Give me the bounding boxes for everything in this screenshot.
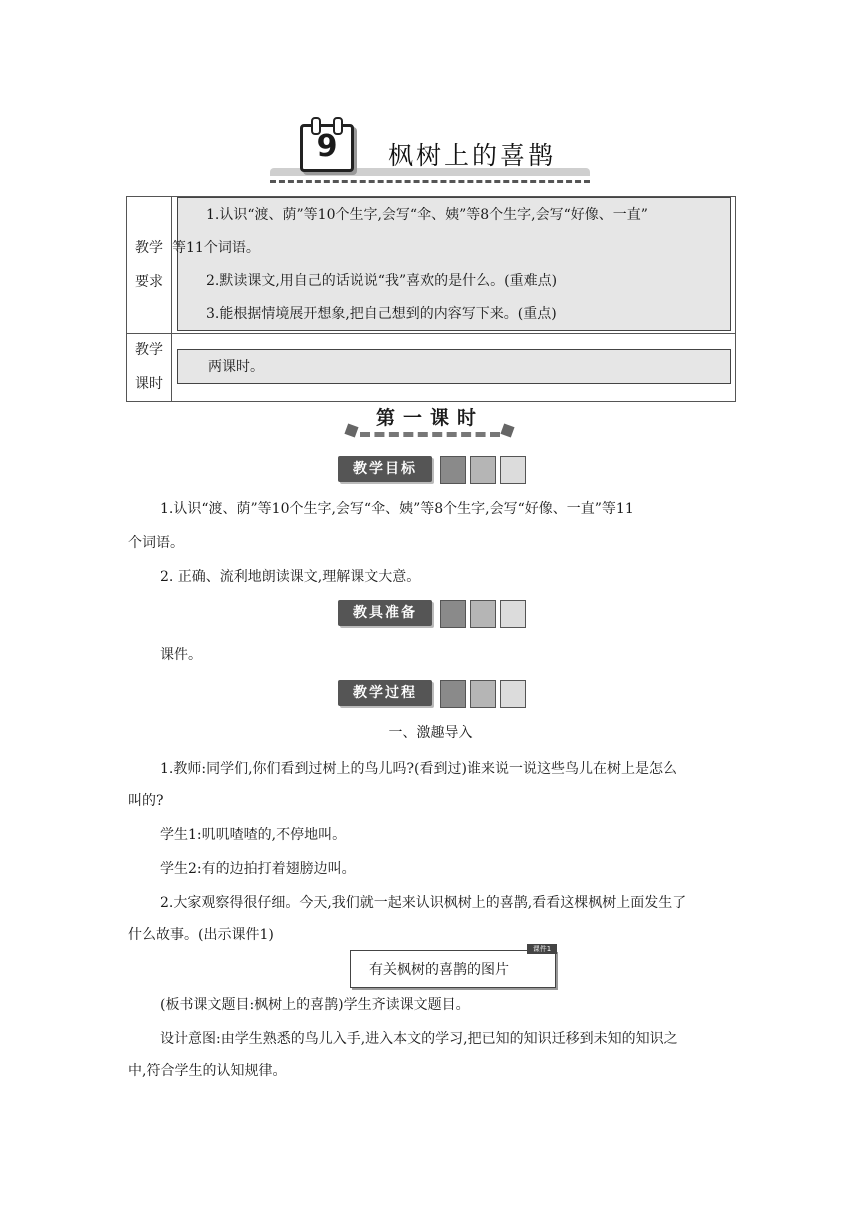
decor-square-icon xyxy=(344,423,358,437)
hours-box xyxy=(177,349,731,384)
title-dashed-rule xyxy=(270,180,590,183)
materials-text: 课件。 xyxy=(160,647,202,663)
decor-square-icon xyxy=(500,423,514,437)
table-row-divider xyxy=(127,333,735,334)
design-intent-line: 中,符合学生的认知规律。 xyxy=(128,1063,287,1079)
goal-line: 2. 正确、流利地朗读课文,理解课文大意。 xyxy=(160,569,421,585)
tag-square xyxy=(470,600,496,628)
design-intent-line: 设计意图:由学生熟悉的鸟儿入手,进入本文的学习,把已知的知识迁移到未知的知识之 xyxy=(160,1031,678,1047)
requirement-item-continuation: 等11个词语。 xyxy=(172,240,260,256)
row-label-hours: 教学 课时 xyxy=(135,342,163,392)
student-answer: 学生1:叽叽喳喳的,不停地叫。 xyxy=(160,827,347,843)
requirement-item: 1.认识“渡、荫”等10个生字,会写“伞、姨”等8个生字,会写“好像、一直” xyxy=(206,207,648,223)
process-heading-tag xyxy=(338,680,528,708)
requirement-item: 2.默读课文,用自己的话说说“我”喜欢的是什么。(重难点) xyxy=(206,273,558,289)
hours-value: 两课时。 xyxy=(208,359,264,375)
requirements-table xyxy=(126,196,736,402)
tag-square xyxy=(440,600,466,628)
goals-heading: 教学目标 xyxy=(338,456,432,482)
section-title: 第一课时 xyxy=(375,407,484,429)
requirement-item: 3.能根据情境展开想象,把自己想到的内容写下来。(重点) xyxy=(206,306,557,322)
board-note: (板书课文题目:枫树上的喜鹊)学生齐读课文题目。 xyxy=(160,997,470,1013)
tag-square xyxy=(500,680,526,708)
row-label-requirements: 教学 要求 xyxy=(135,240,163,290)
paragraph-line: 1.教师:同学们,你们看到过树上的鸟儿吗?(看到过)谁来说一说这些鸟儿在树上是怎么 xyxy=(160,761,677,777)
tag-square xyxy=(500,600,526,628)
lesson-header xyxy=(270,112,590,188)
student-answer: 学生2:有的边拍打着翅膀边叫。 xyxy=(160,861,356,877)
tag-square xyxy=(500,456,526,484)
goals-heading-tag xyxy=(338,456,528,484)
tag-square xyxy=(470,456,496,484)
tag-square xyxy=(440,680,466,708)
materials-heading-tag xyxy=(338,600,528,628)
process-subheading: 一、激趣导入 xyxy=(388,725,473,741)
section-dashed-rule xyxy=(360,432,500,437)
tag-square xyxy=(440,456,466,484)
courseware-text: 有关枫树的喜鹊的图片 xyxy=(369,962,509,978)
materials-heading: 教具准备 xyxy=(338,600,432,626)
requirements-box xyxy=(172,197,731,331)
lesson-number: 9 xyxy=(316,129,338,164)
courseware-box xyxy=(350,945,556,988)
paragraph-line: 什么故事。(出示课件1) xyxy=(128,927,274,943)
paragraph-line: 叫的? xyxy=(128,793,164,809)
table-column-divider xyxy=(171,197,172,401)
goal-line: 个词语。 xyxy=(128,535,184,551)
process-heading: 教学过程 xyxy=(338,680,432,706)
lesson-title: 枫树上的喜鹊 xyxy=(388,141,557,170)
calendar-icon xyxy=(300,124,354,172)
courseware-label: 课件1 xyxy=(527,944,557,954)
tag-square xyxy=(470,680,496,708)
paragraph-line: 2.大家观察得很仔细。今天,我们就一起来认识枫树上的喜鹊,看看这棵枫树上面发生了 xyxy=(160,895,687,911)
goal-line: 1.认识“渡、荫”等10个生字,会写“伞、姨”等8个生字,会写“好像、一直”等11 xyxy=(160,501,634,517)
